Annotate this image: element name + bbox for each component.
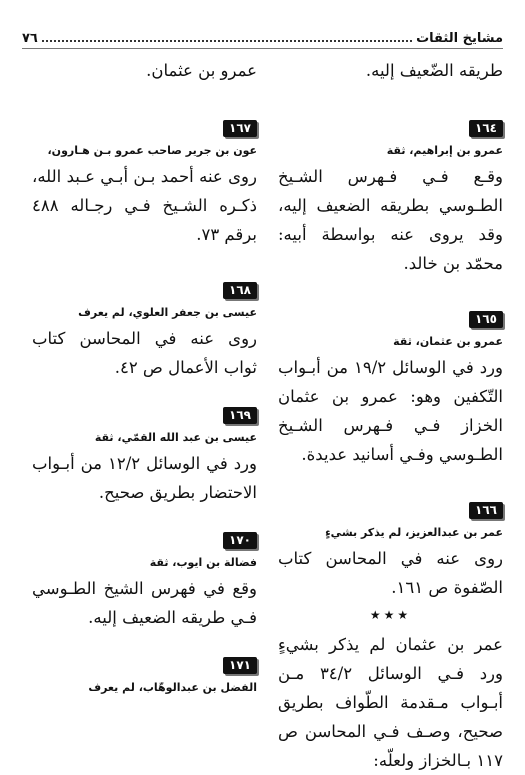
entry-166 xyxy=(278,499,503,602)
page-number: ٧٦ xyxy=(22,31,38,46)
entry-heading: عمرو بن إبراهيم، ثقة xyxy=(386,144,503,157)
page-header xyxy=(22,26,503,46)
entry-body: ورد في الوسائل ١٩/٢ من أبـواب التّكفين وهو: عمرو بن عثمان الخزاز فـي فـهرس الشـيخ الطـوسي وفـي أسانيد عديدة. xyxy=(278,358,503,464)
entry-169 xyxy=(32,404,257,507)
continuation-text: عمرو بن عثمان. xyxy=(146,61,257,80)
entry-heading: الفضل بن عبدالوهّاب، لم يعرف xyxy=(88,681,257,694)
entry-body: روى عنه أحمد بـن أبـي عـبد الله، ذكـره الشـيخ فـي رجـاله ٤٨٨ برقم ٧٣. xyxy=(32,167,257,244)
entry-number-badge: ١٧٠ xyxy=(223,532,257,549)
entry-number-badge: ١٦٤ xyxy=(469,120,503,137)
running-title: مشايخ الثقات xyxy=(416,31,503,46)
entry-body: روى عنه في المحاسن كتاب ثواب الأعمال ص ٤٢. xyxy=(32,329,257,377)
note-text: عمر بن عثمان لم يذكر بشيءٍ ورد فـي الوسائل ٣٤/٢ مـن أبـواب مـقدمة الطّواف بطريق صحيح، وصـف فـي المحاسن ص ١١٧ بـالخزاز ولعلّه: xyxy=(278,635,503,770)
entry-number-badge: ١٦٥ xyxy=(469,311,503,328)
right-column xyxy=(278,56,503,775)
entry-heading: عمرو بن عثمان، ثقة xyxy=(393,335,503,348)
entry-165 xyxy=(278,308,503,469)
entry-number-badge: ١٦٦ xyxy=(469,502,503,519)
left-column xyxy=(32,56,257,699)
section-divider-stars: ★★★ xyxy=(369,608,412,622)
entry-heading: عون بن جرير صاحب عمرو بـن هـارون، xyxy=(47,144,257,157)
entry-number-badge: ١٦٩ xyxy=(223,407,257,424)
entry-164 xyxy=(278,117,503,278)
entry-number-badge: ١٧١ xyxy=(223,657,257,674)
entry-body: وقع في فهرس الشيخ الطـوسي فـي طريقه الضعيف إليه. xyxy=(32,579,257,627)
entry-body: روى عنه في المحاسن كتاب الصّفوة ص ١٦١. xyxy=(278,549,503,597)
entry-body: وقـع فـي فـهرس الشـيخ الطـوسي بطريقه الضعيف إليه، وقد يروى عنه بواسطة أبيه: محمّد بن خالد. xyxy=(278,167,503,273)
entry-number-badge: ١٦٧ xyxy=(223,120,257,137)
entry-168 xyxy=(32,279,257,382)
entry-171 xyxy=(32,654,257,696)
entry-heading: فضالة بن ايوب، ثقة xyxy=(149,556,257,569)
entry-heading: عيسى بن عبد الله القمّي، ثقة xyxy=(94,431,257,444)
entry-170 xyxy=(32,529,257,632)
entry-body: ورد في الوسائل ١٢/٢ من أبـواب الاحتضار بطريق صحيح. xyxy=(32,454,257,502)
header-dot-leader xyxy=(42,40,412,42)
header-rule xyxy=(22,48,503,49)
entry-167 xyxy=(32,117,257,249)
entry-number-badge: ١٦٨ xyxy=(223,282,257,299)
entry-heading: عمر بن عبدالعزيز، لم يذكر بشيءٍ xyxy=(325,526,503,539)
entry-heading: عيسى بن جعفر العلوي، لم يعرف xyxy=(78,306,257,319)
continuation-text: طريقه الضّعيف إليه. xyxy=(365,61,503,80)
